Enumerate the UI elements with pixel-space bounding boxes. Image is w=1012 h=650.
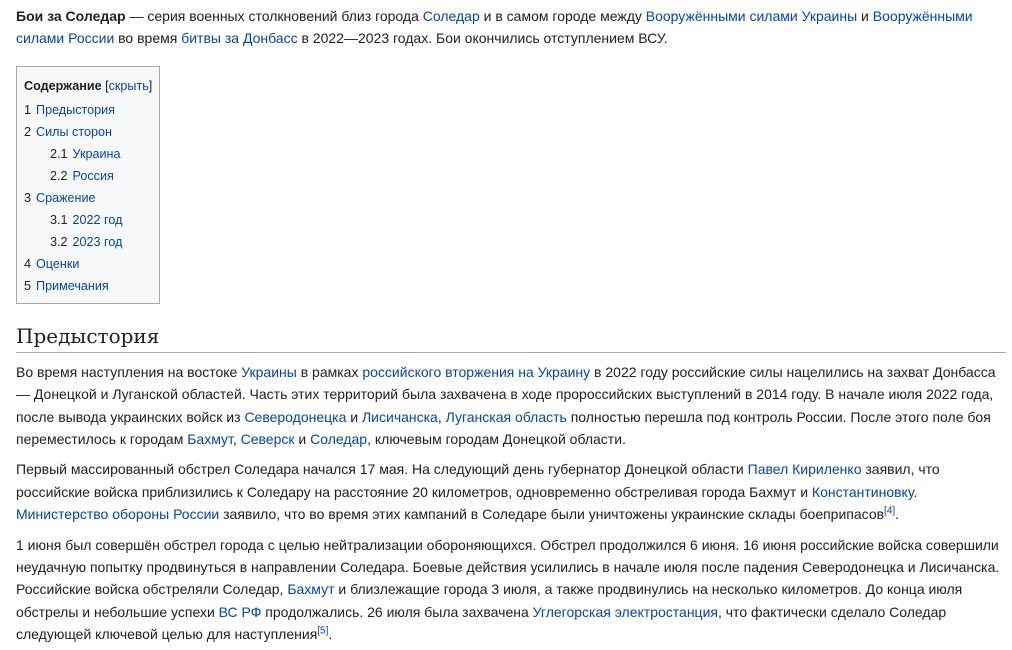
link-seversk[interactable]: Северск: [240, 431, 295, 448]
link-ukraine[interactable]: Украины: [241, 363, 297, 380]
text: Первый массированный обстрел Соледара начался 17 мая. На следующий день губернатор Донецкой области: [16, 461, 748, 478]
link-luhansk-oblast[interactable]: Луганская область: [445, 408, 567, 425]
paragraph-2: [16, 458, 1006, 525]
toc-number: 3: [24, 190, 32, 205]
text: , что фактически сделало Соледар следующей ключевой целью для наступления: [16, 603, 947, 643]
link-soledar[interactable]: Соледар: [310, 431, 368, 448]
text: в рамках: [296, 363, 363, 380]
toc-subitem[interactable]: [24, 165, 152, 187]
toc-number: 2: [24, 124, 32, 139]
toc-subitem[interactable]: [24, 209, 152, 231]
text: в 2022 году российские силы нацелились на захват Донбасса — Донецкой и Луганской областей. Часть этих территорий была захвачена в ходе пророссийских выступлений в 2014 году. В начале июля 2022 года, после вывода украинских войск из: [16, 363, 996, 425]
link-donbass-battle[interactable]: битвы за Донбасс: [181, 30, 298, 47]
toc-item[interactable]: [24, 275, 152, 297]
toc-subitem[interactable]: [24, 231, 152, 253]
text: Во время наступления на востоке: [16, 363, 242, 380]
text: ,: [437, 408, 446, 425]
toc-number: 5: [24, 278, 32, 293]
intro-text: во время: [114, 30, 182, 47]
toc-bracket: [: [105, 78, 109, 93]
text: и: [294, 431, 311, 448]
text: .: [328, 626, 333, 643]
intro-text: в 2022—2023 годах. Бои окончились отступлением ВСУ.: [297, 30, 668, 47]
toc-link[interactable]: 2022 год: [72, 212, 123, 227]
link-vuhlehirska-power-plant[interactable]: Углегорская электростанция: [532, 603, 718, 620]
intro-text: и в самом городе между: [479, 8, 646, 24]
toc-item[interactable]: [24, 253, 152, 275]
link-vsr[interactable]: Вооружёнными силами России: [16, 8, 973, 47]
text: полностью перешла под контроль России. После этого поле боя переместилось к городам: [16, 408, 991, 448]
toc-link[interactable]: Предыстория: [36, 102, 115, 117]
toc-header: [24, 75, 152, 97]
text: , ключевым городам Донецкой области.: [367, 431, 626, 448]
toc-link[interactable]: 2023 год: [72, 234, 123, 249]
text: и близлежащие города 3 июля, а также продвинулись на несколько километров. До конца июля обстрелы и небольшие успехи: [16, 581, 963, 620]
link-kyrylenko[interactable]: Павел Кириленко: [747, 461, 862, 478]
text: заявило, что во время этих кампаний в Соледаре были уничтожены украинские склады боеприпасов: [219, 506, 885, 523]
text: ,: [232, 431, 241, 448]
text: .: [913, 483, 918, 500]
intro-text: и: [857, 8, 873, 24]
article-title-bold: Бои за Соледар: [16, 8, 126, 24]
link-lysychansk[interactable]: Лисичанска: [361, 408, 438, 425]
link-vsu[interactable]: Вооружёнными силами Украины: [645, 8, 858, 24]
toc-toggle: [105, 79, 152, 93]
link-invasion[interactable]: российского вторжения на Украину: [362, 363, 591, 380]
reference-link[interactable]: [4]: [884, 505, 896, 517]
toc-item[interactable]: [24, 99, 152, 121]
reference-link[interactable]: [5]: [317, 625, 329, 637]
link-bakhmut[interactable]: Бахмут: [287, 581, 335, 598]
toc-link[interactable]: Примечания: [36, 278, 109, 293]
text: 1 июня был совершён обстрел города с целью нейтрализации обороняющихся. Обстрел продолжился 6 июня. 16 июня российские войска совершили неудачную попытку продвинуться в направлении Соледара. Боевые действия усилились в начале июля после падения Северодонецка и Лисичанска. Российские войска обстреляли Соледар,: [16, 536, 1000, 598]
paragraph-1: [16, 361, 1006, 451]
link-bakhmut[interactable]: Бахмут: [187, 431, 233, 448]
toc-hide-link[interactable]: скрыть: [108, 78, 149, 93]
toc-link[interactable]: Сражение: [36, 190, 96, 205]
toc-title: Содержание: [24, 78, 102, 93]
toc-item[interactable]: [24, 121, 152, 143]
toc-link[interactable]: Украина: [72, 146, 121, 161]
toc-bracket: ]: [148, 78, 153, 93]
intro-paragraph: [16, 5, 1006, 50]
toc-link[interactable]: Силы сторон: [36, 124, 112, 139]
table-of-contents: [16, 66, 160, 304]
text: продолжались. 26 июля была захвачена: [261, 603, 533, 620]
toc-number: 2.2: [50, 168, 68, 183]
toc-number: 4: [24, 256, 32, 271]
text: заявил, что российские войска приблизились к Соледару на расстояние 20 километров, одновременно обстреливая города Бахмут и: [16, 461, 940, 500]
toc-number: 2.1: [50, 146, 68, 161]
toc-subitem[interactable]: [24, 143, 152, 165]
toc-number: 3.1: [50, 212, 68, 227]
toc-number: 3.2: [50, 234, 68, 249]
intro-text: — серия военных столкновений близ города: [125, 8, 423, 24]
paragraph-3: [16, 534, 1006, 646]
section-heading: Предыстория: [16, 322, 1006, 353]
text: .: [895, 506, 900, 523]
toc-number: 1: [24, 102, 32, 117]
toc-item[interactable]: [24, 187, 152, 209]
link-russian-armed-forces[interactable]: ВС РФ: [218, 603, 262, 620]
text: и: [346, 408, 362, 425]
toc-link[interactable]: Россия: [72, 168, 114, 183]
link-mod-russia[interactable]: Министерство обороны России: [16, 506, 220, 523]
toc-link[interactable]: Оценки: [36, 256, 80, 271]
link-soledar[interactable]: Соледар: [422, 8, 480, 24]
link-kostiantynivka[interactable]: Константиновку: [811, 483, 914, 500]
link-severodonetsk[interactable]: Северодонецка: [244, 408, 347, 425]
